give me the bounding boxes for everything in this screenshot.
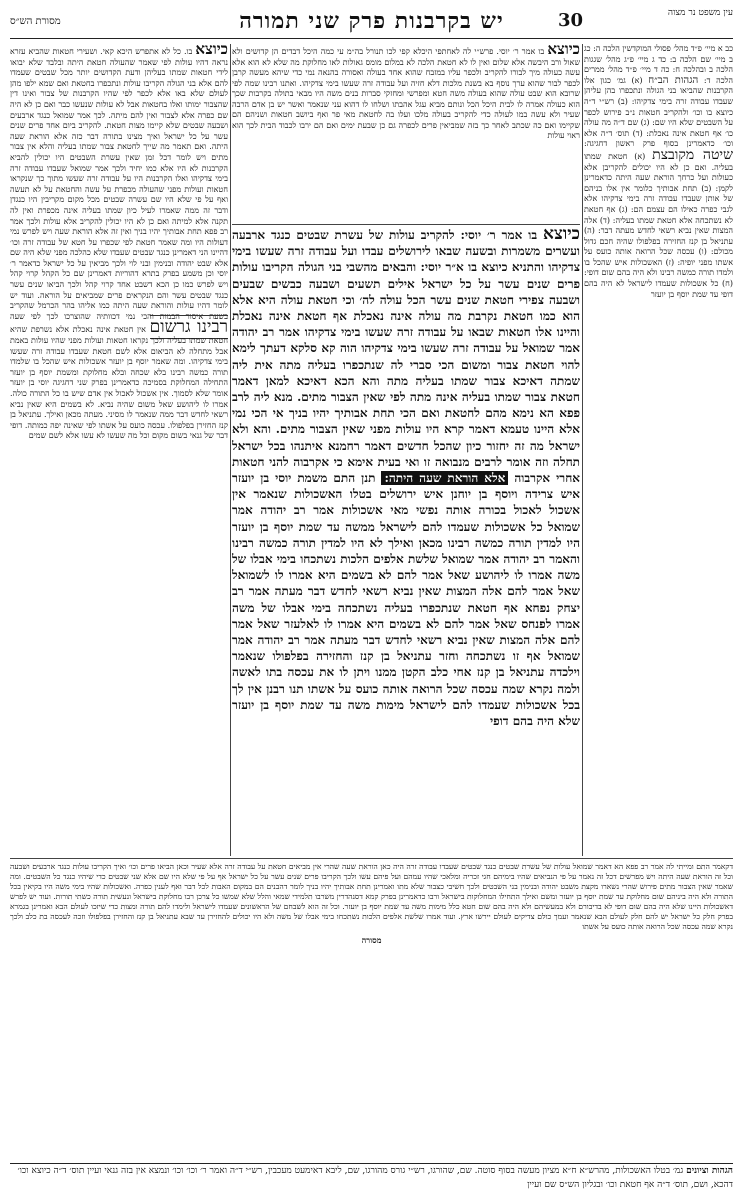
shita-mekubetzet-heading: שיטה מקובצת: [652, 146, 733, 163]
ein-mishpat-label: עין משפט נר מצוה: [667, 8, 733, 18]
page-number: 30: [557, 10, 583, 31]
ein-mishpat-text: כב א מיי׳ פ״ד מהל׳ פסולי המוקדשין הלכה ה: כג ב מיי׳ שם הלכה ב: כד ג מיי׳ פ״ג מהל׳ שגגות הלכה ב ובהלכה ח: כה ד מיי׳ פ״ד מהל׳ ממרים הלכה ד:: [584, 44, 733, 85]
hagahot-text: (א) גמ׳ כגון אלו הקרבנות שהביאו בני הגולה ונתכפרו בהן עליהן שעבדו עבודה זרה בימי צדקיהו: (ב) רש״י ד״ה כיוצא בו וכו׳ ולהקריב חטאות נ״ב פירוש לכפר על השבטים שלא היו שם: (ג) שם ד״ה מה עולה כו׳ אף חטאת אינה נאכלת: (ד) תוס׳ ד״ה אלא וכו׳ כדאמרינן בסוף פרק ראשון דחגיגה:: [584, 75, 733, 149]
footer-notes: [10, 1163, 733, 1196]
page-title: יש בקרבנות פרק שני תמורה: [239, 8, 504, 34]
gemara-main-text: [232, 226, 580, 856]
rashi-text: בו אמר ר׳ יוסי. פרש״י לה לאחתפי היכלא קפי לכו תנורל בה״מ עי כמה היכל דבדים הן קדושים ולא שאול ורב היבשה אלא שלום ואין לו לא חטאת הלכה לא במלום מומס גאולות לאו מחלוקת מה שלא לא הוא אלא עשה כעולה מיך לבורו להקריב ולכפר עליו במזבח שהוא אחד בעולה ואסורה בהנאה נמי כדי שיהא מעשה קרבן לכפר לבור שהוא ערך נוסף בא בשנת מלכות דלא חזיה ועל עבודה זרה שעשו בימי צדקיהו. ואתנו רבינו שמה לפי שרובא הוא שבט עולה שהוא בעולה משה חטא ומפרשי ומחזקי סברות בנים משה היו מבאי בתולה בקרבות שכך הוא כעולה אמרה לו לבית היכל הכל ונותם מביא עגל אהבתו ושלחו לו דהוא עני שנאמר ואשר יש בן אדם הרבה שעיר ולא עשה במו לעולה כדי להקריב בעולה מלכו ועלו בה לחטאת מאי פר ואף ביושב חטאות ושניהם הם שקיימו ואם כה שכתב לאחר כך בזה שמביאין פרים לכפרה גם כן שבעת ימים ואם הם ירבו לכבוד הבית לכך הוא ראוי עולות: [232, 47, 580, 140]
column-divider: [230, 44, 231, 856]
page-header: [10, 8, 733, 39]
tosafot-opener: כיוצא: [195, 44, 228, 58]
masoret-hashas-label: מסורת הש״ס: [10, 16, 61, 27]
bottom-text: דקאמר התם ומייתי לה אמר רב פפא הא דאמר שמואל עולות של עשרת שבטים כנגד שבטים שעבדו עבודה זרה היה כאן הוראת שעה שהרי אין מביאים חטאת על עבודה זרה אלא שעיר וכאן הביאו פרים וכו׳ ואיך הקריבו עולות כנגד ארבעים ושבעה וכל זה הוראת שעה היתה ויש מפרשים דכל זה נאמר על פי הנביאים שהיו בימיהם חגי זכריה ומלאכי שהיו עמהם ועל פיהם עשו ולכך הקריבו פרים שנים עשר על כל ישראל אף על פי שלא היו שם אלא שני שבטים כדי שיהיו כנגד כל השבטים. ומה שאמר שאין הצבור מתים פירוש שהרי נשארו מקצת משבט יהודה ובנימין בני השבטים ולכך חשיבי כצבור שלא מתו ואמרינן תחת אבותיך יהיו בניך לומר דהבנים הם במקום האבות לכל דבר ואף לענין כפרה. ואשכולות שהיו בימי משה היו בקיאין בכל התורה ולא היה ביניהם שום מחלוקת עד שמת יוסף בן יועזר ומשם ואילך התחילו המחלוקות בישראל ורבו כדאמרינן בפרק קמא דסנהדרין משרבו תלמידי שמאי והלל שלא שמשו כל צרכן רבו מחלוקת בישראל ונעשית תורה כשתי תורות. ועוד יש לפרש דאשכולות היינו שלא היה בהם שום דופי לא בדיבורם ולא במעשיהם ולא היה בהם שום חטא כלל מימות משה עד שמת יוסף בן יועזר. וכל זה הוא לשבחם של הראשונים שעמדו לישראל ולימדו להם תורה ומצות כדי שיזכו לעולם הבא ואמרינן בגמרא בפרק חלק כל ישראל יש להם חלק לעולם הבא שנאמר ועמך כולם צדיקים לעולם יירשו ארץ. ועוד אמרו שלשת אלפים הלכות נשתכחו בימי אבלו של משה ולא היו יכולים להחזירן עד שבא עתניאל בן קנז והחזירן בפלפולו וזכה לעכסה בת כלב ולכך נקרא שמה עכסה שכל הרואה אותה כועס על אשתו: [10, 862, 733, 931]
bottom-commentary: [10, 862, 733, 1162]
rashi-commentary: [232, 44, 580, 224]
masora-label: מסורה: [361, 935, 382, 945]
tosafot-column: [10, 44, 228, 856]
gemara-text-a: בו אמר ר׳ יוסי: להקריב עולות של עשרת שבטים כנגד ארבעה ועשרים משמרות ובשעה שבאו לירושלים עבדו ועל עבודה זרה שעשו בימי צדקיהו והתניא כיוצא בו א״ר יוסי: והבאים מהשבי בני הגולה הקריבו עולות פרים שנים עשר על כל ישראל אילים תשעים ושבעה כבשים שבעים ושבעה צפירי חטאת שנים עשר הכל עולה לה׳ וכי חטאת עולה היא אלא הוא כמו חטאת נקרבת מה עולה אינה נאכלת אף חטאת אינה נאכלת והיינו אלו חטאות שבאו על עבודה זרה שעשו בימי צדקיהו אמר רב יהודה אמר שמואל על עבודה זרה שעשו בימי צדקיהו הוה קא סלקא דעתך לימא להוי חטאת צבור ומשום הכי סברי לה שנתכפרו בעליה מתה אית ליה שמתה דאיכא צבור שמתו בעליה מתה והא הכא דאיכא למאן דאמר חטאת צבור שמתו בעליה אינה מתה לפי שאין הצבור מתים. מנא ליה לרב פפא הא נימא מהם לחטאת ואם הכי תחת אבותיך יהיו בניך אי הכי נמי אלא היינו טעמא דאמר קרא היו עולות מפני שאין הצבור מתים. והא ולא ישראל מה זה יחזור כיון שהכל חדשים דאמר רחמנא איתנהו בכל ישראל תחלה וזה אומר לרבים מנבואה זו ואי בעית אימא כי אקרבוה להני חטאות אחרי אקרבוה: [232, 228, 580, 486]
footer-heading: הגהות וציונים: [686, 1166, 733, 1176]
rabbenu-gershom-text: אין חטאת אינה נאכלת אלא נשרפת שהיא חטאת שמתו בעליה ולכך נקראו חטאות ועולות מפני שהיו עולות באמת אבל מתחלה לא הביאום אלא לשם חטאת שעבדו עבודה זרה שעשו בימי צדקיהו. ומה שאמר יוסף בן יועזר אשכולות איש שהכל בו שלמדו תורה כמשה רבינו בלא שכחה ובלא מחלוקת ומשמת יוסף בן יועזר התחילה המחלוקת בסמיכה כדאמרינן בפרק שני דחגיגה יוסי בן יועזר אומר שלא לסמוך. אין אשכול לאכול אין אדם שיש בו כל התורה כולה. אמרו לו ליהושע שאל משום שהיה נביא. לא בשמים היא שאין נביא רשאי לחדש דבר ממה שנאמר לו מסיני. מעתה מכאן ואילך. עתניאל בן קנז החזירן בפלפולו. עכסה כועס על אשתו לפי שאינה יפה כמותה. דופי דבר של גנאי בשום מקום וכל מה שעשו לא עשו אלא לשם שמים: [10, 325, 228, 441]
shita-mekubetzet-text: (א) חטאת שמתו בעליה. ואם כן לא היו יכולים להקריבן אלא כעולות ועל כרחך הוראת שעה היתה כדאמרינן לקמן: (ב) תחת אבותיך כלומר אין אלו בניהם של אותן שעבדו עבודה זרה בימי צדקיהו אלא לגבי כפרה כאילו הם עצמם הם: (ג) אף חטאת לא נשתכחה אלא חטאת שמתו בעליה: (ד) אלה המצות שאין נביא רשאי לחדש מעתה דבר: (ה) עתניאל בן קנז החזירה בפלפולו שהיה חכם גדול מכולם: (ו) עכסה שכל הרואה אותה כועס על אשתו מפני יופיה: (ז) האשכולות איש שהכל בו ולמדו תורה כמשה רבינו ולא היה בהם שום דופי: (ח) כל אשכולות שעמדו לישראל לא היה בהם דופי עד שמת יוסף בן יועזר: [584, 151, 733, 299]
rabbenu-gershom-heading: רבינו גרשום: [149, 317, 228, 338]
section-divider: [10, 858, 733, 859]
hagahot-heading: הגהות הב״ח: [648, 74, 699, 86]
column-divider: [582, 44, 583, 856]
gemara-text-b: תנן התם משמת יוסי בן יועזר איש צרידה ויוסף בן יוחנן איש ירושלים בטלו האשכולות שנאמר אין אשכול לאכול בכורה אותה נפשי מאי אשכולות אמר רב יהודה אמר שמואל כל אשכולות שעמדו להם לישראל ממשה עד שמת יוסף בן יועזר היו למדין תורה כמשה רבינו מכאן ואילך לא היו למדין תורה כמשה רבינו והאמר רב יהודה אמר שמואל שלשת אלפים הלכות נשתכחו בימי אבלו של משה אמרו לו ליהושע שאל אמר להם לא בשמים היא אמרו לו לשמואל שאל אמר להם אלה המצות שאין נביא רשאי לחדש דבר מעתה אמר רב יצחק נפחא אף חטאת שנתכפרו בעליה נשתכחה בימי אבלו של משה אמרו לפנחס שאל אמר להם לא בשמים היא אמרו לו לאלעזר שאל אמר להם אלה המצות שאין נביא רשאי לחדש דבר מעתה אמר רב יהודה אמר שמואל אף זו נשתכחה וחזר עתניאל בן קנז והחזירה בפלפולו שנאמר וילכדה עתניאל בן קנז אחי כלב הקטן ממנו ויתן לו את עכסה בתו לאשה ולמה נקרא שמה עכסה שכל הרואה אותה כועס על אשתו תנו רבנן אין לך בכל אשכולות שעמדו להם לישראל מימות משה עד שמת יוסף בן יועזר שלא היה בהם דופי: [232, 471, 580, 729]
rashi-opener: כיוצא: [547, 44, 580, 58]
highlighted-phrase: אלא הוראת שעה היתה:: [381, 471, 508, 485]
gemara-opener: כיוצא: [543, 226, 580, 244]
right-side-column: [584, 44, 733, 856]
tosafot-text: בו. כל לא אתפרש היכא קאי. ושעירי חטאות שהביא עזרא נראה דהיו עולות לפי שאמר שהעולה חטאת היתה ובלבד שלא יבואו לידי חטאות שמתו בעליהן ודעת הקדושים יותר מכל שבטים שעמדו להם אלא בני הגולה הקריבו עולות ונתכפרו בחטאת ואם שמא ילפו מהן לעולם שלא באו אלא לכפר לפי שהיו הקרבנות של צבור ואינו דין שהצבור ימותו ואלו בחטאות אבל לא עולות שנעשו כבר ואם כן לא היה שם כפרה אלא לצבור ואין להם מיתה. לכך אמר שמואל כנגד ארבעים ושבעה שבטים שלא קיימו מצות חטאת. להקריב ביום אחד פרים שנים עשר על כל ישראל ואיך מצינו בתורה דבר כזה אלא הוראת שעה היתה. ואם תאמר מה שייך לחטאת צבור שמתו בעליה והלא אין צבור מתים ויש לומר דכל זמן שאין עשרת השבטים היו יכולין להביא הקרבנות לא היו אלא כמו יחיד ולכך אמר שמואל שעבדו עבודה זרה בימי צדקיהו ואלו הקרבנות היו על עבודה זרה שעשו מתוך כך שנקראו חטאות ועולות מפני שהעולה מכפרת על עשה והחטאת על לא תעשה ואף על פי שלא היו שם עשרה שבטים מכל מקום מקריבין היו כנגדן ודבר זה ממה שאמרו לעיל כיון שמתו בעליה אינה מכפרת ואין לה תקנה אלא למיתה ואם כן לא היו יכולין להקריב אלא עולות ולכך אמר רב פפא תחת אבותיך יהיו בניך ואין זה אלא הוראת שעה ויש לפרש נמי דעולות היו ומה שאמר חטאת לפי שכפרו על חטא של עבודה זרה וכו׳ דהיינו הני דאמרינן כנגד שבטים שעבדו שלא כהלכה מפני שלא היה שם אלא שבט יהודה ובנימין ובני לוי ולכך מביאין על כל ישראל כדאמר ר׳ יוסי וכן משמע בפרק בתרא דהוריות דאמרינן שם כל הקהל קרוי קהל ויש לפרש כמו כן הכא דשבט אחד קרוי קהל ולכך הביאו שנים עשר כנגד שבטים עשר והם הנקראים פרים שמביאים על הוראה. ועוד יש לומר דהיו עולות והוראת שעה היתה כמו אליהו בהר הכרמל שהקריב בשעת איסור הבמות והכי נמי דכוותיה שהוצרכו לכך לפי שעה: [10, 47, 228, 321]
footer-text: גמ׳ בטלו האשכולות, מהרש״א ח״א מציון מעשה בסוף סוטה. שם, שהורגו, רש״י גורס מהורגו, שם, ליבא דאימעט מעכבין, רש״י ד״ה ואמר ר׳ וכו׳ וכו׳ ונמצא אין בזה גנאי ועיין תוס׳ ד״ה כיוצא וכו׳ דהכא, ושם, תוס׳ ד״ה אף חטאת וכו׳ ובגליון הש״ס שם ועיין: [17, 1166, 733, 1190]
section-divider: [232, 224, 580, 225]
